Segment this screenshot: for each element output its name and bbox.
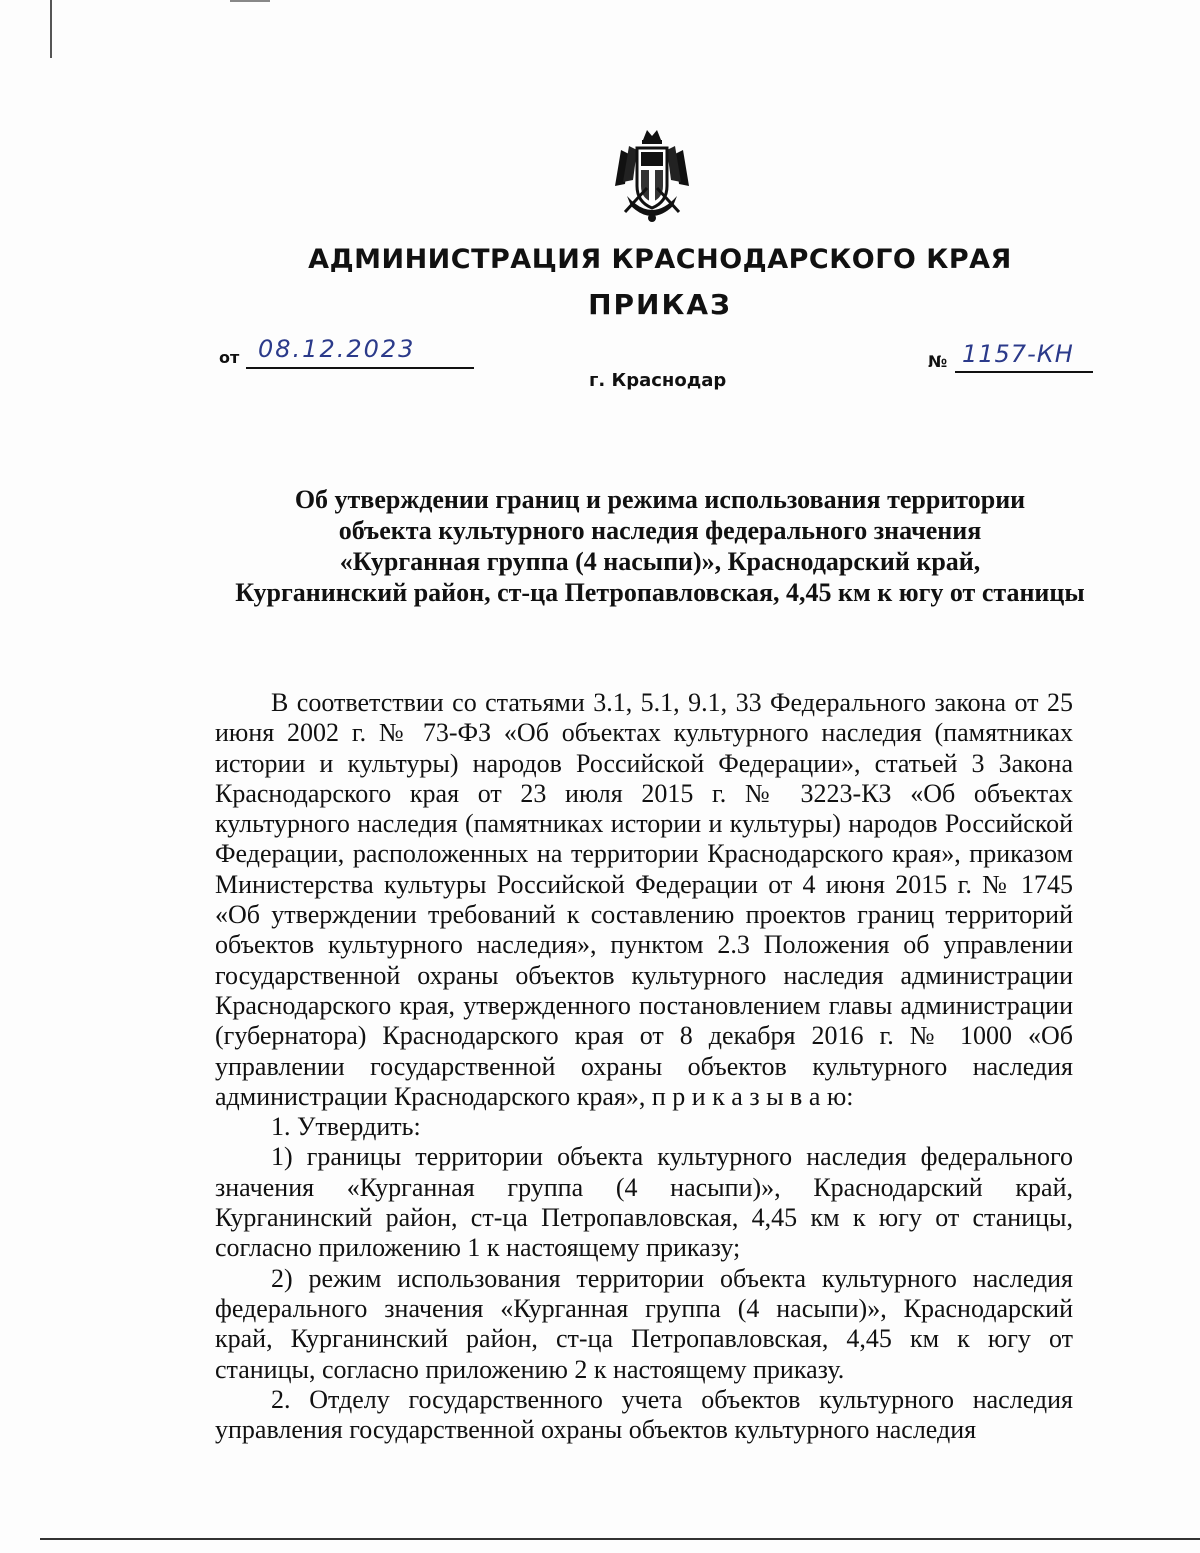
document-type-title: ПРИКАЗ	[588, 288, 732, 321]
date-label: от	[219, 348, 240, 367]
number-label: №	[928, 352, 948, 371]
order-subject	[150, 484, 1170, 608]
body-paragraph: В соответствии со статьями 3.1, 5.1, 9.1, 33 Федерального закона от 25 июня 2002 г. № 73-ФЗ «Об объектах культурного наследия (памятниках истории и культуры) народов Российской Федерации», статьей 3 Закона Краснодарского края от 23 июля 2015 г. № 3223-КЗ «Об объектах культурного наследия (памятниках истории и культуры) народов Российской Федерации, расположенных на территории Краснодарского края», приказом Министерства культуры Российской Федерации от 4 июня 2015 г. № 1745 «Об утверждении требований к составлению проектов границ территорий объектов культурного наследия», пунктом 2.3 Положения об управлении государственной охраны объектов культурного наследия администрации Краснодарского края, утвержденного постановлением главы администрации (губернатора) Краснодарского края от 8 декабря 2016 г. № 1000 «Об управлении государственной охраны объектов культурного наследия администрации Краснодарского края», п р и к а з ы в а ю:	[215, 688, 1073, 1111]
body-paragraph: 1. Утвердить:	[271, 1112, 421, 1142]
subject-line: Курганинский район, ст-ца Петропавловская, 4,45 км к югу от станицы	[235, 578, 1085, 607]
handwritten-number: 1157-КН	[962, 340, 1074, 368]
subject-line: Об утверждении границ и режима использования территории	[294, 485, 1026, 514]
body-paragraph: 2) режим использования территории объекта культурного наследия федерального значения «Курганная группа (4 насыпи)», Краснодарский край, Курганинский район, ст-ца Петропавловская, 4,45 км к югу от станицы, согласно приложению 2 к настоящему приказу.	[215, 1263, 1073, 1384]
number-underline	[955, 371, 1093, 373]
body-paragraph: 2. Отделу государственного учета объектов культурного наследия управления государственной охраны объектов культурного наследия	[215, 1384, 1073, 1445]
organization-title: АДМИНИСТРАЦИЯ КРАСНОДАРСКОГО КРАЯ	[308, 244, 1012, 275]
handwritten-date: 08.12.2023	[258, 335, 416, 363]
subject-line: «Курганная группа (4 насыпи)», Краснодарский край,	[339, 547, 981, 576]
scan-edge-mark	[40, 1538, 1200, 1540]
scan-edge-mark	[230, 0, 270, 2]
city-name: г. Краснодар	[589, 370, 727, 391]
subject-line: объекта культурного наследия федерального значения	[338, 516, 982, 545]
date-underline	[246, 367, 474, 369]
body-paragraph: 1) границы территории объекта культурного наследия федерального значения «Курганная группа (4 насыпи)», Краснодарский край, Курганинский район, ст-ца Петропавловская, 4,45 км к югу от станицы, согласно приложению 1 к настоящему приказу;	[215, 1142, 1073, 1263]
krasnodar-krai-coat-of-arms-icon	[607, 126, 697, 226]
scan-edge-mark	[50, 0, 52, 58]
order-body	[215, 688, 1073, 1445]
